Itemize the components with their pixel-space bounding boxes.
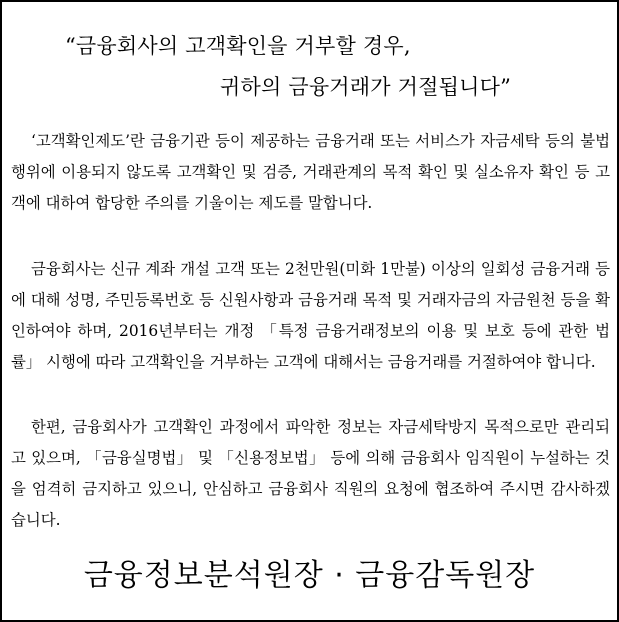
paragraph-privacy: 한편, 금융회사가 고객확인 과정에서 파악한 정보는 자금세탁방지 목적으로만 관리되고 있으며, 「금융실명법」 및 「신용정보법」 등에 의해 금융회사 임직원이 누설하는 것을 엄격히 금지하고 있으니, 안심하고 금융회사 직원의 요청에 협조하여 주시면 감사하겠습니다. (11, 418, 610, 529)
issuer-signature: 금융정보분석원장 · 금융감독원장 (83, 558, 536, 593)
paragraph-definition: ‘고객확인제도’란 금융기관 등이 제공하는 금융거래 또는 서비스가 자금세탁 등의 불법행위에 이용되지 않도록 고객확인 및 검증, 거래관계의 목적 확인 및 실소유자 확인 등 고객에 대하여 합당한 주의를 기울이는 제도를 말합니다. (11, 132, 610, 212)
paragraph-requirements: 금융회사는 신규 계좌 개설 고객 또는 2천만원(미화 1만불) 이상의 일회성 금융거래 등에 대해 성명, 주민등록번호 등 신원사항과 금융거래 목적 및 거래자금의 자금원천 등을 확인하여야 하며, 2016년부터는 개정 「특정 금융거래정보의 이용 및 보호 등에 관한 법률」 시행에 따라 고객확인을 거부하는 고객에 대해서는 금융거래를 거절하여야 합니다. (11, 260, 610, 371)
headline-line-2: 귀하의 금융거래가 거절됩니다” (220, 75, 512, 99)
headline-line-1: “금융회사의 고객확인을 거부할 경우, (65, 34, 411, 58)
